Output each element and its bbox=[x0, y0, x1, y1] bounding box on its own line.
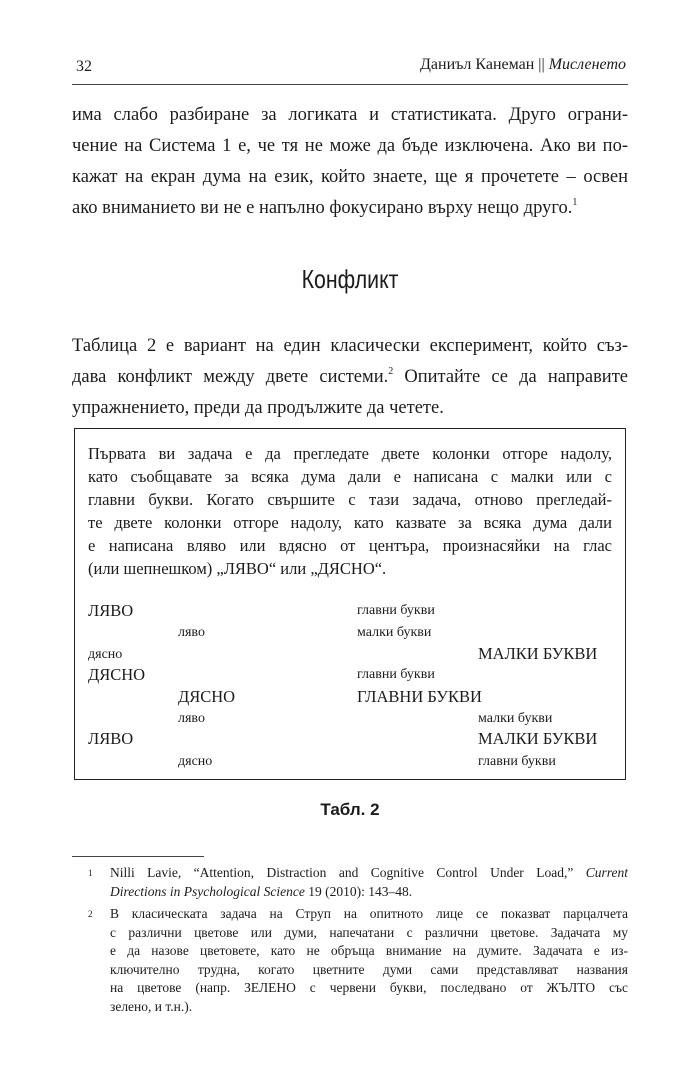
intro-paragraph bbox=[72, 100, 628, 224]
left-column-word: дясно bbox=[88, 647, 123, 662]
right-column-word: ГЛАВНИ БУКВИ bbox=[357, 687, 482, 706]
text-line: упражнението, преди да продължите да четете. bbox=[72, 398, 444, 418]
text-span: 19 (2010): 143–48. bbox=[304, 883, 413, 899]
text-span: ако вниманието ви не е напълно фокусирано върху нещо друго. bbox=[72, 198, 573, 218]
table-caption: Табл. 2 bbox=[320, 800, 380, 819]
exercise-box bbox=[74, 428, 626, 780]
text-span: Nilli Lavie, “Attention, Distraction and Cognitive Control Under Load,” bbox=[110, 865, 586, 880]
text-line: чение на Система 1 е, че тя не може да бъде изключена. Ако ви по- bbox=[72, 136, 628, 156]
instruction-line: е написана вляво или вдясно от центъра, произнасяйки на глас bbox=[88, 536, 612, 555]
footnote-text bbox=[110, 864, 628, 901]
right-column-word: малки букви bbox=[357, 625, 432, 640]
footnote-line: зелено, и т.н.). bbox=[110, 998, 193, 1014]
footnote-text bbox=[110, 905, 628, 1016]
footnote-2 bbox=[72, 905, 628, 1016]
text-line bbox=[72, 362, 628, 393]
footnote-line: с различни цветове или думи, напечатани с различни цветове. Задачата му bbox=[110, 924, 628, 940]
instruction-line: те двете колонки отгоре надолу, като казвате за всяка дума дали bbox=[88, 513, 612, 532]
instruction-line: Първата ви задача е да прегледате двете колонки отгоре надолу, bbox=[88, 444, 612, 463]
footnote-line: е да назове цветовете, като не обръща внимание на думите. Задачата е из- bbox=[110, 943, 628, 958]
text-span: Опитайте се да направите bbox=[393, 367, 628, 387]
left-column-word: ДЯСНО bbox=[178, 687, 236, 706]
right-column-word: малки букви bbox=[478, 711, 553, 726]
left-column-word: ДЯСНО bbox=[88, 665, 146, 684]
section-heading: Конфликт bbox=[301, 264, 399, 294]
instruction-line: като съобщавате за всяка дума дали е написана с малки или с bbox=[88, 467, 612, 486]
left-column-word: дясно bbox=[178, 754, 213, 769]
header-rule bbox=[72, 84, 628, 85]
left-column-word: ЛЯВО bbox=[88, 601, 134, 620]
text-line: Таблица 2 е вариант на един класически експеримент, който съз- bbox=[72, 336, 628, 356]
instructions bbox=[88, 442, 612, 580]
page-number: 32 bbox=[76, 58, 92, 75]
journal-title: Directions in Psychological Science bbox=[110, 883, 305, 899]
text-line bbox=[72, 193, 628, 224]
footnote-line: ключително трудна, когато цветните думи сами представляват названия bbox=[110, 961, 628, 977]
left-column-word: ляво bbox=[178, 711, 205, 726]
running-header bbox=[300, 56, 700, 74]
text-line: има слабо разбиране за логиката и статистиката. Друго ограни- bbox=[72, 105, 628, 125]
right-column-word: главни букви bbox=[357, 667, 435, 682]
left-column-word: ЛЯВО bbox=[88, 729, 134, 748]
right-column-word: главни букви bbox=[478, 754, 556, 769]
left-column-word: ляво bbox=[178, 625, 205, 640]
footnote-1 bbox=[72, 864, 628, 901]
instruction-line: главни букви. Когато свършите с тази задача, отново прегледай- bbox=[88, 490, 612, 509]
footnote-ref-1[interactable]: 1 bbox=[572, 197, 578, 208]
footnote-line bbox=[110, 883, 628, 902]
header-separator: || bbox=[538, 56, 545, 73]
author-name: Даниъл Канеман bbox=[419, 56, 535, 73]
footnote-line: на цветове (напр. ЗЕЛЕНО с червени букви, последвано от ЖЪЛТО със bbox=[110, 980, 628, 995]
right-column-word: МАЛКИ БУКВИ bbox=[478, 644, 598, 663]
paragraph-2 bbox=[72, 331, 628, 424]
footnote-line bbox=[110, 864, 628, 883]
right-column-word: МАЛКИ БУКВИ bbox=[478, 729, 598, 748]
footnote-line: В класическата задача на Струп на опитното лице се показват парцалчета bbox=[110, 906, 628, 921]
footnote-number: 2 bbox=[88, 909, 93, 919]
text-span: дава конфликт между двете системи. bbox=[72, 367, 389, 387]
book-title: Мисленето bbox=[548, 56, 626, 73]
text-line: кажат на екран дума на език, който знаете, ще я прочетете – освен bbox=[72, 167, 628, 187]
footnote-rule bbox=[72, 856, 204, 857]
instruction-line: (или шепнешком) „ЛЯВО“ или „ДЯСНО“. bbox=[88, 559, 387, 578]
footnote-ref-2[interactable]: 2 bbox=[388, 366, 394, 377]
right-column-word: главни букви bbox=[357, 603, 435, 618]
journal-title: Current bbox=[585, 865, 628, 880]
footnote-number: 1 bbox=[88, 868, 93, 878]
